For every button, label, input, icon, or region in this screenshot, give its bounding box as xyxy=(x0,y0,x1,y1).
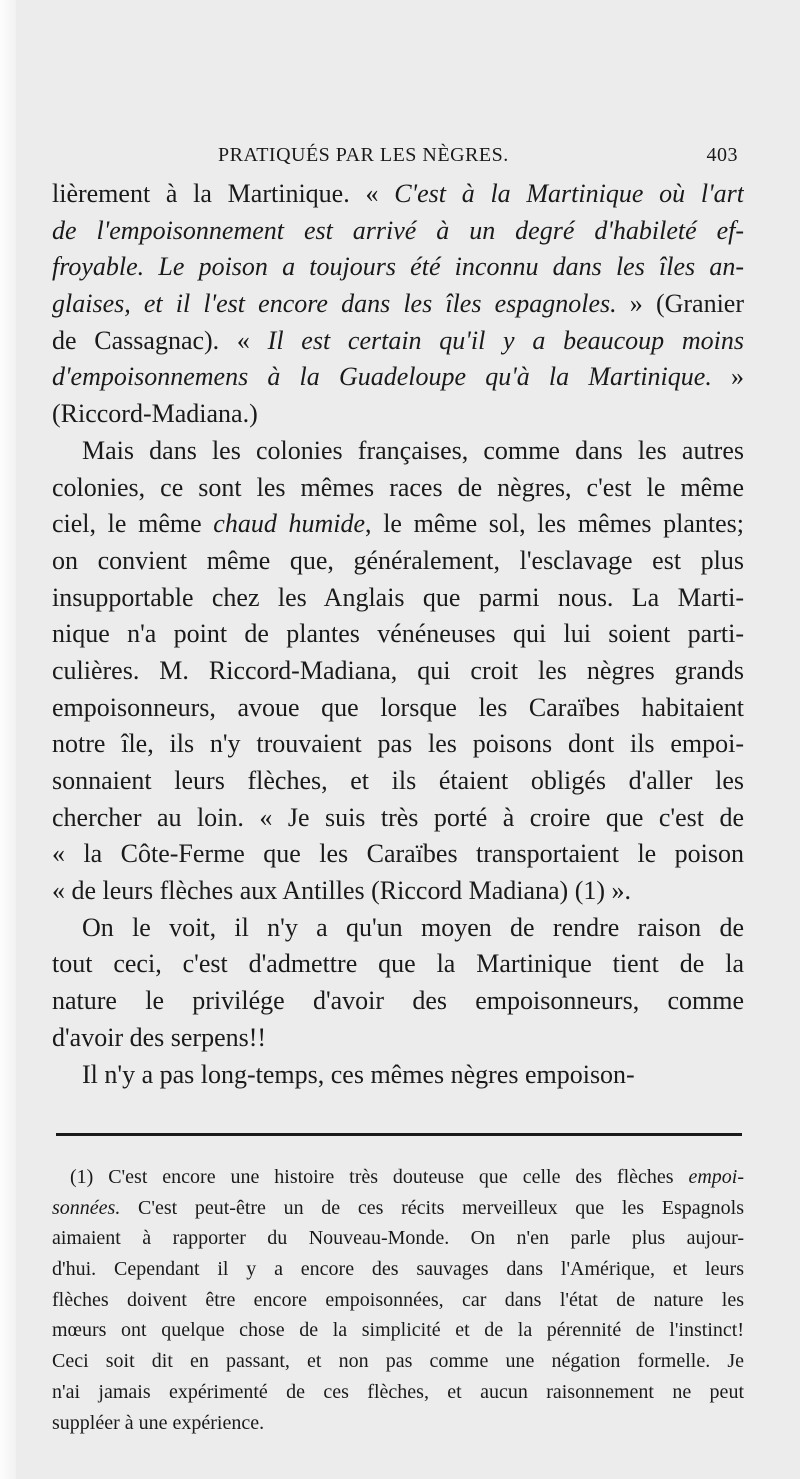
text-segment: » (Granier xyxy=(616,289,744,319)
text-line xyxy=(52,506,744,543)
text-segment: C'est peut-être un de ces récits merveilleux que les Espagnols xyxy=(120,1196,744,1219)
footnote-line xyxy=(52,1162,744,1193)
text-line xyxy=(52,543,744,580)
text-line xyxy=(52,433,744,470)
text-segment: (Riccord-Madiana.) xyxy=(52,399,258,429)
italic-segment: Il est certain qu'il y a beaucoup moins xyxy=(267,325,744,355)
text-segment: sonnaient leurs flèches, et ils étaient obligés d'aller les xyxy=(52,766,744,795)
text-segment: colonies, ce sont les mêmes races de nègres, c'est le même xyxy=(52,472,744,502)
italic-segment: chaud humide xyxy=(213,509,366,539)
footnote-line xyxy=(52,1223,744,1254)
footnote-line xyxy=(52,1254,744,1285)
body-text xyxy=(52,176,744,1093)
text-line xyxy=(52,726,744,763)
text-line xyxy=(52,1057,744,1094)
footnote-line xyxy=(52,1193,744,1224)
text-segment: n'ai jamais expérimenté de ces flèches, et aucun raisonnement ne peut xyxy=(52,1380,744,1403)
text-segment: d'hui. Cependant il y a encore des sauvages dans l'Amérique, et leurs xyxy=(52,1258,744,1281)
text-segment: lièrement à la Martinique. « xyxy=(52,179,395,208)
text-segment: notre île, ils n'y trouvaient pas les poisons dont ils empoi- xyxy=(52,729,744,759)
text-line xyxy=(52,470,744,507)
italic-segment: C'est à la Martinique où l'art xyxy=(394,179,744,208)
text-line xyxy=(52,616,744,653)
text-segment: mœurs ont quelque chose de la simplicité et de la pérennité de l'instinct! xyxy=(52,1319,744,1342)
text-line xyxy=(52,249,744,286)
text-line xyxy=(52,213,744,250)
text-line xyxy=(52,910,744,947)
running-title: PRATIQUÉS PAR LES NÈGRES. xyxy=(218,144,509,166)
text-segment: ciel, le même xyxy=(52,509,214,539)
page-header xyxy=(52,140,740,172)
italic-segment: glaises, et il l'est encore dans les îles espagnoles. xyxy=(52,289,617,319)
text-segment: , le même sol, les mêmes plantes; xyxy=(365,509,744,539)
footnote-line xyxy=(52,1315,744,1346)
page-number: 403 xyxy=(706,144,738,166)
italic-segment: d'empoisonnemens à la Guadeloupe qu'à la Martinique. xyxy=(52,362,712,392)
text-segment: empoisonneurs, avoue que lorsque les Caraïbes habitaient xyxy=(52,692,744,722)
text-segment: » xyxy=(711,362,744,392)
footnote-line xyxy=(52,1285,744,1316)
text-line xyxy=(52,359,744,396)
text-segment: nique n'a point de plantes vénéneuses qui lui soient parti- xyxy=(52,619,744,649)
text-segment: suppléer à une expérience. xyxy=(52,1411,265,1434)
text-segment: On le voit, il n'y a qu'un moyen de rendre raison de xyxy=(82,912,744,942)
text-segment: culières. M. Riccord-Madiana, qui croit les nègres grands xyxy=(52,655,744,685)
text-line xyxy=(52,800,744,837)
italic-segment: empoi- xyxy=(688,1166,744,1188)
italic-segment: froyable. Le poison a toujours été inconnu dans les îles an- xyxy=(52,252,744,282)
text-segment: tout ceci, c'est d'admettre que la Martinique tient de la xyxy=(52,949,744,979)
text-segment: on convient même que, généralement, l'esclavage est plus xyxy=(52,545,744,575)
text-line xyxy=(52,396,744,433)
text-segment: insupportable chez les Anglais que parmi nous. La Marti- xyxy=(52,582,744,612)
text-segment: (1) C'est encore une histoire très douteuse que celle des flèches xyxy=(70,1166,689,1188)
text-segment: d'avoir des serpens!! xyxy=(52,1022,267,1052)
text-line xyxy=(52,653,744,690)
text-segment: nature le privilége d'avoir des empoisonneurs, comme xyxy=(52,986,744,1016)
italic-segment: sonnées. xyxy=(52,1196,121,1219)
text-segment: aimaient à rapporter du Nouveau-Monde. On n'en parle plus aujour- xyxy=(52,1227,744,1250)
text-line xyxy=(52,836,744,873)
text-line xyxy=(52,690,744,727)
footnote-rule xyxy=(56,1133,742,1136)
text-line xyxy=(52,323,744,360)
footnote-line xyxy=(52,1346,744,1377)
text-line xyxy=(52,176,744,213)
footnote xyxy=(52,1162,744,1438)
text-line xyxy=(52,983,744,1020)
text-line xyxy=(52,1020,744,1057)
text-segment: Il n'y a pas long-temps, ces mêmes nègres empoison- xyxy=(82,1059,635,1089)
text-segment: « la Côte-Ferme que les Caraïbes transportaient le poison xyxy=(52,839,744,869)
text-segment: chercher au loin. « Je suis très porté à croire que c'est de xyxy=(52,802,744,832)
text-segment: « de leurs flèches aux Antilles (Riccord Madiana) (1) ». xyxy=(52,876,632,906)
italic-segment: de l'empoisonnement est arrivé à un degré d'habileté ef- xyxy=(52,215,744,245)
text-line xyxy=(52,580,744,617)
page-edge xyxy=(0,0,16,1479)
text-line xyxy=(52,873,744,910)
text-line xyxy=(52,763,744,800)
text-segment: flèches doivent être encore empoisonnées, car dans l'état de nature les xyxy=(52,1288,744,1311)
text-segment: de Cassagnac). « xyxy=(52,325,268,355)
text-segment: Ceci soit dit en passant, et non pas comme une négation formelle. Je xyxy=(52,1350,744,1373)
footnote-line xyxy=(52,1408,744,1439)
text-line xyxy=(52,946,744,983)
footnote-line xyxy=(52,1377,744,1408)
text-segment: Mais dans les colonies françaises, comme dans les autres xyxy=(82,435,744,465)
text-line xyxy=(52,286,744,323)
